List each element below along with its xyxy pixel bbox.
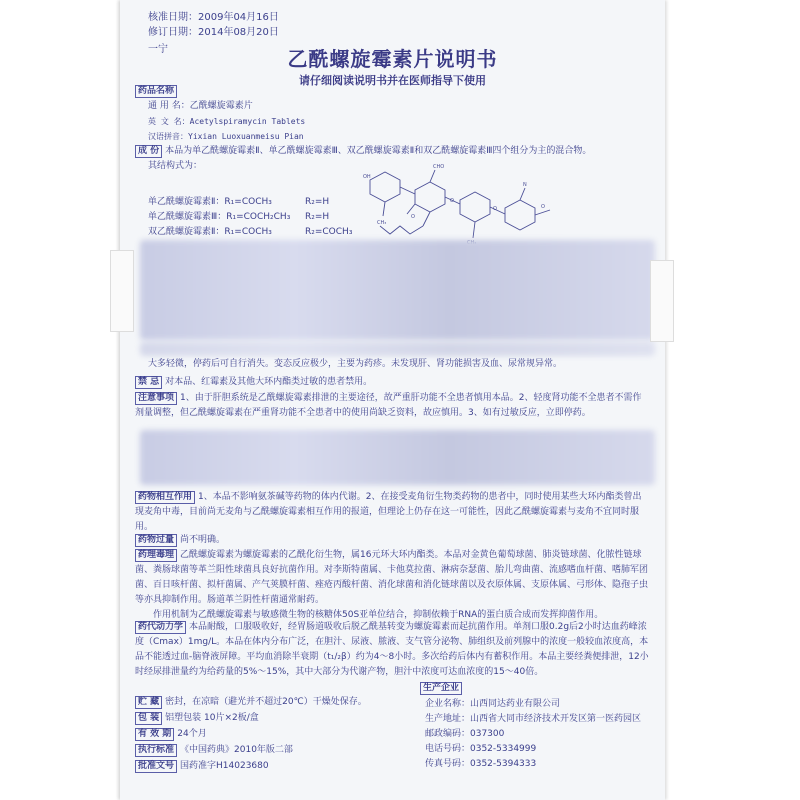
svg-text:O: O — [541, 204, 545, 210]
manufacturer-phone: 电话号码：0352-5334999 — [425, 744, 537, 754]
validity-text: 24个月 — [177, 729, 207, 739]
manufacturer-address: 生产地址：山西省大同市经济技术开发区第一医药园区 — [425, 714, 642, 724]
structure-label: 其结构式为： — [148, 161, 203, 171]
package-text: 铝塑包装 10片×2板/盒 — [165, 713, 259, 723]
pinyin-name: 汉语拼音：Yixian Luoxuanmeisu Pian — [148, 132, 304, 141]
manufacturer-fax: 传真号码：0352-5394333 — [425, 759, 537, 769]
section-tag: 执行标准 — [135, 744, 177, 757]
svg-text:CH₃: CH₃ — [377, 220, 387, 226]
section-tag: 批准文号 — [135, 760, 177, 773]
pharmacology-mechanism: 作用机制为乙酰螺旋霉素与敏感微生物的核糖体50S亚单位结合，抑制依赖于RNA的蛋白质合成而发挥抑菌作用。 — [153, 610, 604, 620]
component-r2-1: R₂=H — [305, 197, 330, 207]
tape-strip — [110, 250, 134, 332]
svg-text:O: O — [493, 206, 497, 212]
english-name: 英 文 名：Acetylspiramycin Tablets — [148, 117, 306, 126]
standard-line — [135, 743, 293, 758]
section-tag: 药品名称 — [135, 85, 177, 98]
contraindications-line — [135, 375, 372, 390]
document-subtitle: 请仔细阅读说明书并在医师指导下使用 — [299, 74, 486, 87]
contraindications-text: 对本品、红霉素及其他大环内酯类过敏的患者禁用。 — [165, 377, 373, 387]
manufacturer-name: 企业名称：山西同达药业有限公司 — [425, 699, 561, 709]
blurred-region — [140, 342, 655, 356]
section-tag: 成 份 — [135, 145, 162, 158]
pharmacokinetics-paragraph — [135, 620, 650, 680]
overdose-line — [135, 533, 225, 548]
storage-text: 密封，在凉暗（避光并不超过20℃）干燥处保存。 — [165, 697, 367, 707]
component-r2-2: R₂=H — [305, 212, 330, 222]
section-tag: 包 装 — [135, 712, 162, 725]
component-row-2 — [148, 210, 290, 225]
interactions-text: 1、本品不影响氨茶碱等药物的体内代谢。2、在接受麦角衍生物类药物的患者中，同时使用某些大环内酯类曾出现麦角中毒，目前尚无麦角与乙酰螺旋霉素相互作用的报道，但理论上仍存在这一可能性，因此乙酰螺旋霉素与麦角不宜同时服用。 — [135, 492, 642, 532]
manufacturer-heading — [420, 681, 465, 696]
package-line — [135, 711, 259, 726]
standard-text: 《中国药典》2010年版二部 — [180, 745, 293, 755]
chemical-structure-drawing — [355, 160, 560, 250]
component-name: 单乙酰螺旋霉素Ⅱ：R₁=COCH₃ — [148, 197, 272, 207]
svg-text:N: N — [523, 182, 527, 188]
validity-line — [135, 727, 207, 742]
pharmacokinetics-text: 本品耐酸，口服吸收好，经胃肠道吸收后脱乙酰基转变为螺旋霉素而起抗菌作用。单剂口服0.2g后2小时达血药峰浓度（Cmax）1mg/L。本品在体内分布广泛，在胆汁、尿液、脓液、支气管分泌物、肺组织及前列腺中的浓度一般较血浓度高，本品不能透过血-脑脊液屏障。平均血消除半衰期（t₁/₂β）约为4～8小时。多次给药后体内有蓄积作用。本品主要经粪便排泄，12小时经尿排泄量约为给药量的5%～15%，其中大部分为代谢产物，胆汁中浓度可达血浓度的15～40倍。 — [135, 622, 649, 677]
section-tag: 药物过量 — [135, 534, 177, 547]
drug-name-heading — [135, 84, 180, 99]
tape-strip — [650, 260, 674, 342]
section-tag: 生产企业 — [420, 682, 462, 695]
blurred-region — [140, 240, 655, 340]
section-tag: 药物相互作用 — [135, 491, 195, 504]
component-row-3 — [148, 225, 272, 240]
overdose-text: 尚不明确。 — [180, 535, 226, 545]
svg-text:CHO: CHO — [433, 164, 445, 170]
approval-text: 国药准字H14023680 — [180, 761, 269, 771]
component-row-1 — [148, 195, 272, 210]
revision-date: 修订日期：2014年08月20日 — [148, 27, 279, 38]
storage-line — [135, 695, 367, 710]
section-tag: 贮 藏 — [135, 696, 162, 709]
section-tag: 有 效 期 — [135, 728, 174, 741]
adverse-reaction-tail: 大多轻微，停药后可自行消失。变态反应极少，主要为药疹。未发现肝、肾功能损害及血、尿常规异常。 — [148, 359, 563, 369]
precautions-text: 1、由于肝胆系统是乙酰螺旋霉素排泄的主要途径，故严重肝功能不全患者慎用本品。2、轻度肾功能不全患者不需作剂量调整，但乙酰螺旋霉素在严重肾功能不全患者中的使用尚缺乏资料，故应慎用。3、如有过敏反应，立即停药。 — [135, 393, 642, 418]
composition-text: 本品为单乙酰螺旋霉素Ⅱ、单乙酰螺旋霉素Ⅲ、双乙酰螺旋霉素Ⅱ和双乙酰螺旋霉素Ⅲ四个组分为主的混合物。 — [165, 146, 592, 156]
composition-line — [135, 144, 591, 159]
svg-text:O: O — [450, 198, 454, 204]
leaflet-paper — [120, 0, 665, 800]
document-title: 乙酰螺旋霉素片说明书 — [287, 47, 498, 71]
component-r2-3: R₂=COCH₃ — [305, 227, 353, 237]
section-tag: 禁 忌 — [135, 376, 162, 389]
approval-date: 核准日期：2009年04月16日 — [148, 12, 279, 23]
pharmacology-paragraph — [135, 548, 650, 608]
blurred-region — [140, 430, 655, 485]
interactions-paragraph — [135, 490, 650, 535]
approval-line — [135, 759, 269, 774]
pharmacology-text: 乙酰螺旋霉素为螺旋霉素的乙酰化衍生物，属16元环大环内酯类。本品对金黄色葡萄球菌、肺炎链球菌、化脓性链球菌、粪肠球菌等革兰阳性球菌具良好抗菌作用。对李斯特菌属、卡他莫拉菌、淋病奈瑟菌、胎儿弯曲菌、流感嗜血杆菌、嗜肺军团菌、百日咳杆菌、拟杆菌属、产气荚膜杆菌、痤疮丙酸杆菌、消化球菌和消化链球菌以及衣原体属、支原体属、弓形体、隐孢子虫等亦具抑制作用。肠道革兰阴性杆菌通常耐药。 — [135, 550, 649, 605]
component-name: 双乙酰螺旋霉素Ⅱ：R₁=COCH₃ — [148, 227, 272, 237]
brand-mark: 一宁 — [148, 44, 168, 55]
section-tag: 药代动力学 — [135, 621, 186, 634]
manufacturer-postcode: 邮政编码：037300 — [425, 729, 505, 739]
precautions-paragraph — [135, 391, 650, 421]
common-name: 通 用 名：乙酰螺旋霉素片 — [148, 101, 253, 111]
component-name: 单乙酰螺旋霉素Ⅲ：R₁=COCH₂CH₃ — [148, 212, 291, 222]
section-tag: 药理毒理 — [135, 549, 177, 562]
svg-text:OH: OH — [363, 174, 371, 180]
svg-text:O: O — [411, 214, 415, 220]
section-tag: 注意事项 — [135, 392, 177, 405]
